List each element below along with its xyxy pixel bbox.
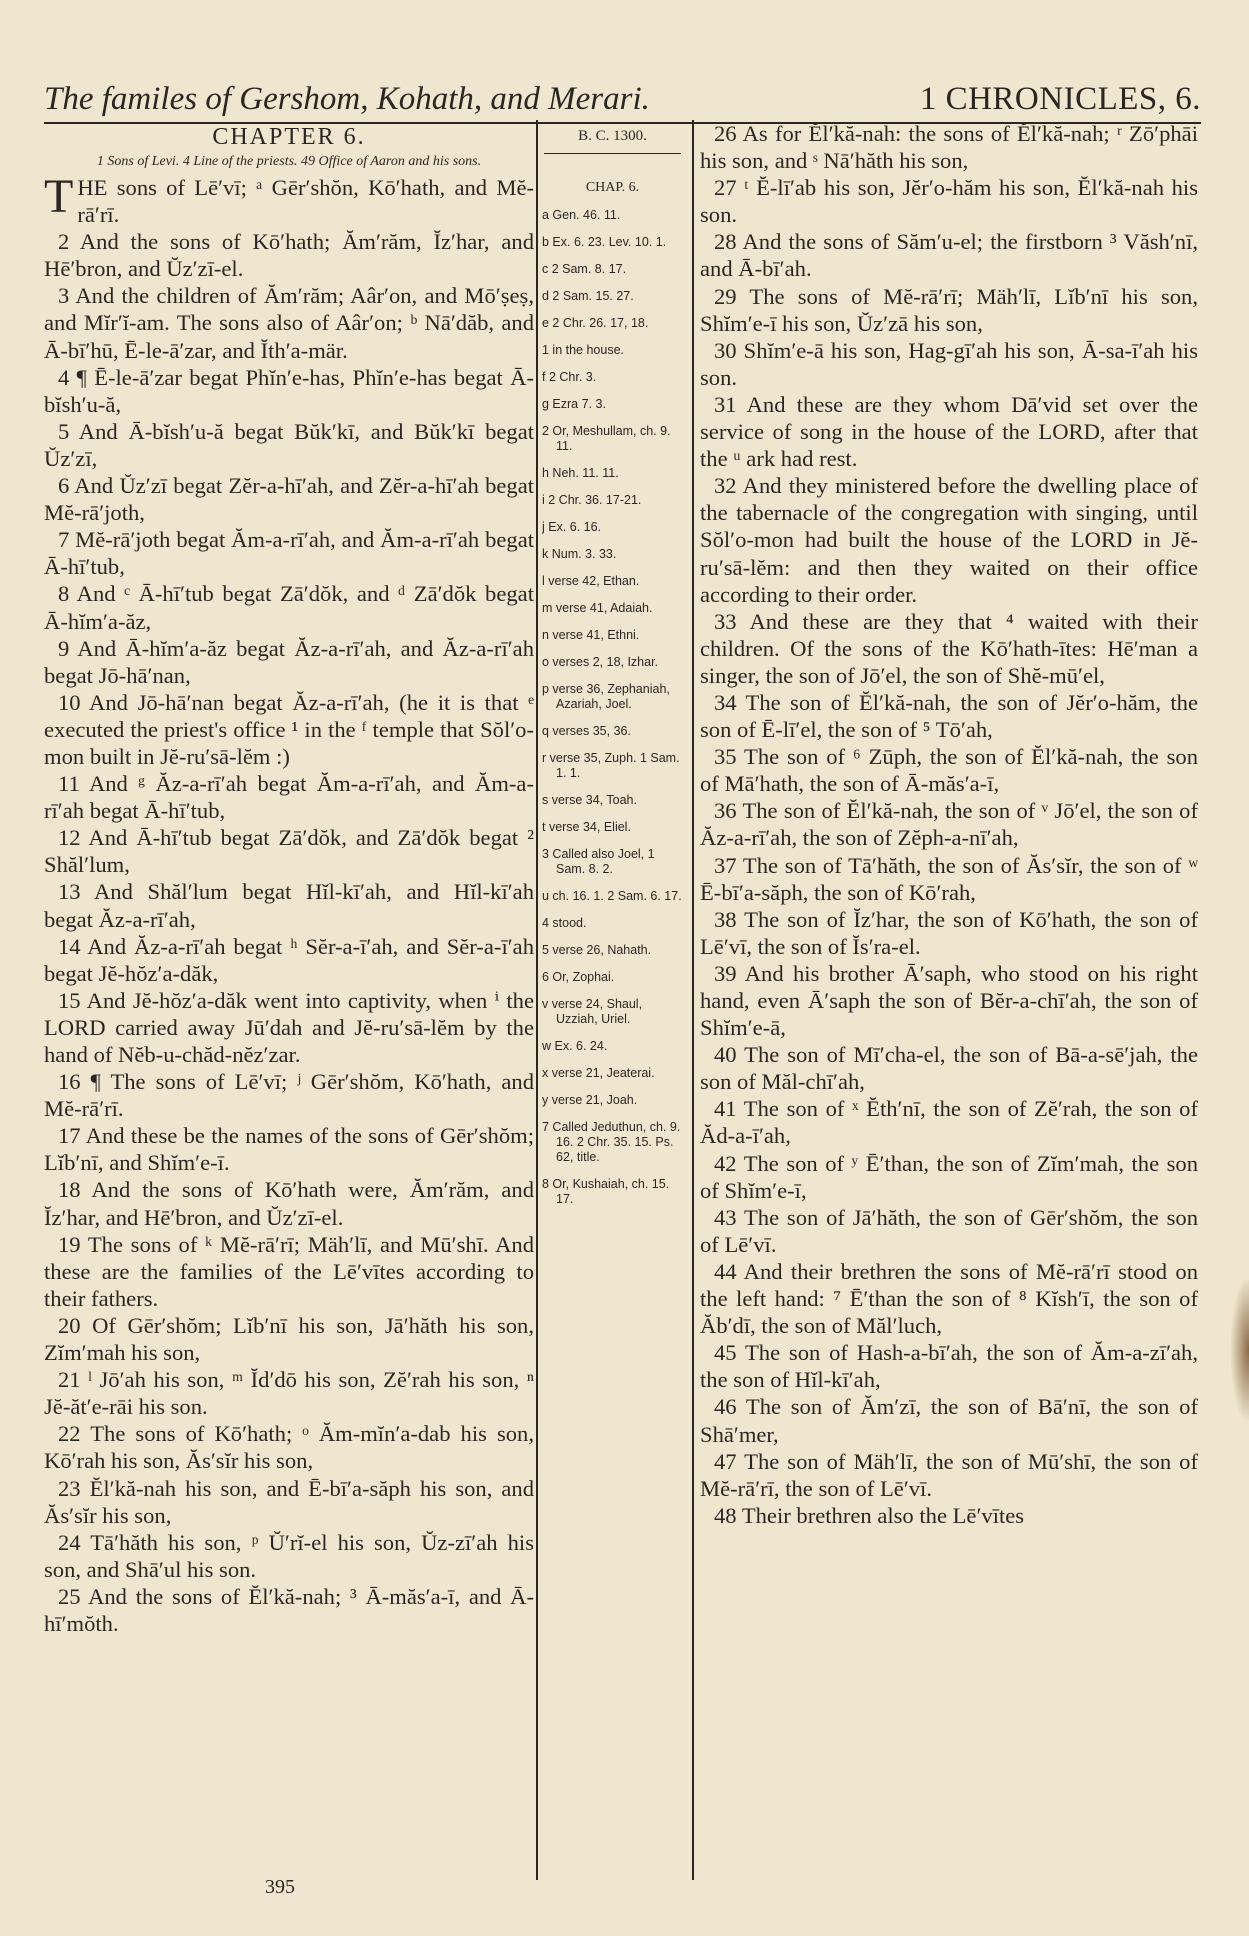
margin-note — [540, 916, 685, 931]
verse-text: 43 The son of Jā′hăth, the son of Gēr′shŏm, the son of Lē′vī. — [700, 1204, 1198, 1257]
verse-text: 31 And these are they whom Dā′vid set over the service of song in the house of the LORD, after that the ᵘ ark had rest. — [700, 391, 1198, 472]
margin-note-text: 8 Or, Kushaiah, ch. 15. 17. — [542, 1177, 670, 1206]
verse — [44, 1529, 534, 1583]
verse-text: 42 The son of ʸ Ē′than, the son of Zĭm′mah, the son of Shĭm′e-ī, — [700, 1150, 1198, 1203]
margin-note — [540, 820, 685, 835]
margin-note-text: u ch. 16. 1. 2 Sam. 6. 17. — [542, 889, 682, 903]
margin-note — [540, 847, 685, 877]
margin-note-text: n verse 41, Ethni. — [542, 628, 640, 642]
margin-note — [540, 235, 685, 250]
verse-text: 20 Of Gēr′shŏm; Lĭb′nī his son, Jā′hăth his son, Zĭm′mah his son, — [44, 1312, 534, 1366]
margin-note-text: g Ezra 7. 3. — [542, 397, 606, 411]
margin-note-text: b Ex. 6. 23. Lev. 10. 1. — [542, 235, 667, 249]
margin-note-text: 3 Called also Joel, 1 Sam. 8. 2. — [542, 847, 655, 876]
verse-text: 40 The son of Mī′cha-el, the son of Bā-a-sē′jah, the son of Măl-chī′ah, — [700, 1042, 1198, 1095]
verse-text: 2 And the sons of Kō′hath; Ăm′răm, Ĭz′har, and Hē′bron, and Ŭz′zī-el. — [44, 229, 534, 282]
chapter-summary: 1 Sons of Levi. 4 Line of the priests. 49 Office of Aaron and his sons. — [96, 154, 482, 169]
margin-note — [540, 889, 685, 904]
verse — [700, 743, 1198, 797]
margin-note-text: c 2 Sam. 8. 17. — [542, 262, 627, 276]
verse — [700, 120, 1198, 174]
margin-note-text: y verse 21, Joah. — [542, 1093, 638, 1107]
verse-text: 44 And their brethren the sons of Mĕ-rā′rī stood on the left hand: ⁷ Ē′than the son of ⁸ Kĭsh′ī, the son of Ăb′dī, the son of Măl′luch, — [700, 1258, 1198, 1339]
verse-text: 45 The son of Hash-a-bī′ah, the son of Ăm-a-zī′ah, the son of Hĭl-kī′ah, — [700, 1340, 1198, 1393]
verse-text: 4 ¶ Ē-le-ā′zar begat Phĭn′e-has, Phĭn′e-has begat Ā-bĭsh′u-ă, — [44, 364, 534, 417]
verse — [44, 1583, 534, 1637]
column-rule-left — [536, 120, 538, 1880]
verse-text: 16 ¶ The sons of Lē′vī; ʲ Gēr′shŏm, Kō′hath, and Mĕ-rā′rī. — [44, 1069, 534, 1122]
margin-note-list — [540, 208, 685, 1207]
margin-note-text: 6 Or, Zophai. — [542, 970, 615, 984]
verse — [700, 797, 1198, 851]
verse — [700, 906, 1198, 960]
verse-text: 9 And Ā-hĭm′a-ăz begat Ăz-a-rī′ah, and Ăz-a-rī′ah begat Jō-hā′nan, — [44, 635, 534, 688]
verse-text: 46 The son of Ăm′zī, the son of Bā′nī, the son of Shā′mer, — [700, 1394, 1198, 1447]
margin-references-column — [540, 120, 685, 1882]
verse — [44, 228, 534, 282]
verse — [700, 960, 1198, 1041]
margin-chapter-label: CHAP. 6. — [585, 180, 640, 195]
verse-text: 23 Ĕl′kă-nah his son, and Ē-bī′a-săph his son, and Ăs′sĭr his son, — [44, 1475, 534, 1528]
margin-note-text: 5 verse 26, Nahath. — [542, 943, 652, 957]
verse-text: 22 The sons of Kō′hath; ᵒ Ăm-mĭn′a-dab his son, Kō′rah his son, Ăs′sĭr his son, — [44, 1421, 534, 1474]
verse-text: 33 And these are they that ⁴ waited with their children. Of the sons of the Kō′hath-ītes: Hē′man a singer, the son of Jō′el, the son of Shĕ-mū′el, — [700, 608, 1198, 688]
verse — [44, 1122, 534, 1176]
verse-text: 47 The son of Mäh′lī, the son of Mū′shī, the son of Mĕ-rā′rī, the son of Lē′vī. — [700, 1448, 1198, 1501]
margin-note — [540, 1066, 685, 1081]
margin-note — [540, 289, 685, 304]
verse — [44, 472, 534, 526]
verse-text: 48 Their brethren also the Lē′vītes — [714, 1502, 1025, 1528]
verse — [700, 689, 1198, 743]
verse — [700, 1204, 1198, 1258]
verse — [700, 174, 1198, 228]
margin-note — [540, 970, 685, 985]
verse-text: 18 And the sons of Kō′hath were, Ăm′răm, and Ĭz′har, and Hē′bron, and Ŭz′zī-el. — [44, 1177, 534, 1230]
verse — [44, 987, 534, 1068]
margin-note — [540, 1177, 685, 1207]
verse — [44, 282, 534, 363]
verse — [44, 580, 534, 634]
verse — [700, 472, 1198, 607]
verse — [700, 608, 1198, 689]
margin-note — [540, 628, 685, 643]
verse-text: 7 Mĕ-rā′joth begat Ăm-a-rī′ah, and Ăm-a-rī′ah begat Ā-hī′tub, — [44, 527, 534, 580]
margin-note-text: e 2 Chr. 26. 17, 18. — [542, 316, 649, 330]
verse-text: 27 ᵗ Ĕ-lī′ab his son, Jĕr′o-hăm his son, Ĕl′kă-nah his son. — [700, 175, 1198, 228]
margin-note — [540, 547, 685, 562]
margin-note-text: 2 Or, Meshullam, ch. 9. 11. — [542, 424, 671, 453]
margin-note — [540, 370, 685, 385]
margin-note-text: j Ex. 6. 16. — [542, 520, 602, 534]
verse — [44, 526, 534, 580]
verse — [44, 1231, 534, 1312]
margin-note-text: w Ex. 6. 24. — [542, 1039, 608, 1053]
verse-text: 6 And Ŭz′zī begat Zĕr-a-hī′ah, and Zĕr-a-hī′ah begat Mĕ-rā′joth, — [44, 473, 534, 526]
chapter-heading: CHAPTER 6. — [212, 124, 366, 150]
margin-note — [540, 262, 685, 277]
margin-note-text: t verse 34, Eliel. — [542, 820, 631, 834]
margin-note-text: s verse 34, Toah. — [542, 793, 637, 807]
verse — [700, 1448, 1198, 1502]
margin-note-text: i 2 Chr. 36. 17-21. — [542, 493, 642, 507]
verse-text: 25 And the sons of Ĕl′kă-nah; ³ Ā-măs′a-ī, and Ā-hī′mŏth. — [44, 1583, 534, 1636]
margin-note — [540, 343, 685, 358]
verse-text: 35 The son of ⁶ Zūph, the son of Ĕl′kă-nah, the son of Mā′hath, the son of Ā-măs′a-ī, — [700, 744, 1198, 797]
verse-text: 29 The sons of Mĕ-rā′rī; Mäh′lī, Lĭb′nī his son, Shĭm′e-ī his son, Ŭz′zā his son, — [700, 283, 1198, 336]
page-edge-stain — [1231, 1280, 1249, 1420]
margin-note-text: l verse 42, Ethan. — [542, 574, 640, 588]
verse-text: 13 And Shăl′lum begat Hĭl-kī′ah, and Hĭl-kī′ah begat Ăz-a-rī′ah, — [44, 879, 534, 932]
margin-note-text: d 2 Sam. 15. 27. — [542, 289, 634, 303]
verse — [44, 1366, 534, 1420]
verse-text: 15 And Jĕ-hŏz′a-dăk went into captivity, when ⁱ the LORD carried away Jū′dah and Jĕ-ru′sā-lĕm by the hand of Nĕb-u-chăd-nĕz′zar. — [44, 987, 534, 1067]
margin-note — [540, 793, 685, 808]
margin-note — [540, 682, 685, 712]
margin-note — [540, 208, 685, 223]
right-verse-list — [700, 120, 1198, 1529]
verse — [44, 1312, 534, 1366]
verse-text: 32 And they ministered before the dwelling place of the tabernacle of the congregation with singing, until Sŏl′o-mon had built the house of the LORD in Jĕ-ru′sā-lĕm: and then they waited on their office according to their order. — [700, 473, 1198, 607]
margin-note — [540, 466, 685, 481]
margin-date: B. C. 1300. — [578, 128, 647, 144]
right-text-column — [700, 120, 1198, 1882]
verse — [700, 337, 1198, 391]
margin-note-text: f 2 Chr. 3. — [542, 370, 597, 384]
verse — [700, 391, 1198, 472]
verse-text: 39 And his brother Ā′saph, who stood on his right hand, even Ā′saph the son of Bĕr-a-chī′ah, the son of Shĭm′e-ā, — [700, 960, 1198, 1041]
verse-text: 10 And Jō-hā′nan begat Ăz-a-rī′ah, (he it is that ᵉ executed the priest's office ¹ in the ᶠ temple that Sŏl′o-mon built in Jĕ-ru′sā-lĕm :) — [44, 689, 534, 769]
verse-text: 28 And the sons of Săm′u-el; the firstborn ³ Văsh′nī, and Ā-bī′ah. — [700, 229, 1198, 282]
verse — [44, 1475, 534, 1529]
margin-note-text: m verse 41, Adaiah. — [542, 601, 653, 615]
margin-note-text: 4 stood. — [542, 916, 587, 930]
verse — [700, 1258, 1198, 1339]
column-rule-right — [692, 120, 694, 1880]
margin-note — [540, 520, 685, 535]
drop-cap: T — [44, 170, 74, 223]
margin-note — [540, 724, 685, 739]
running-header — [44, 68, 1201, 124]
margin-note — [540, 493, 685, 508]
margin-note — [540, 997, 685, 1027]
verse — [44, 364, 534, 418]
verse — [700, 228, 1198, 282]
verse — [44, 635, 534, 689]
verse — [44, 689, 534, 770]
verse — [700, 283, 1198, 337]
verse-text: 34 The son of Ĕl′kă-nah, the son of Jĕr′o-hăm, the son of Ē-lī′el, the son of ⁵ Tō′ah, — [700, 689, 1198, 743]
verse — [44, 933, 534, 987]
verse-text: HE sons of Lē′vī; ᵃ Gēr′shŏn, Kō′hath, and Mĕ-rā′rī. — [77, 175, 534, 228]
margin-note-text: p verse 36, Zephaniah, Azariah, Joel. — [542, 682, 670, 711]
verse-text: 17 And these be the names of the sons of Gēr′shŏm; Lĭb′nī, and Shĭm′e-ī. — [44, 1123, 534, 1176]
margin-note — [540, 397, 685, 412]
page-number: 395 — [265, 1876, 295, 1898]
verse-text: 41 The son of ˣ Ĕth′nī, the son of Zĕ′rah, the son of Ăd-a-ī′ah, — [700, 1096, 1198, 1149]
header-left-title: The familes of Gershom, Kohath, and Merari. — [44, 81, 650, 117]
margin-note-text: q verses 35, 36. — [542, 724, 631, 738]
margin-note — [540, 943, 685, 958]
verse-text: 8 And ᶜ Ā-hī′tub begat Zā′dŏk, and ᵈ Zā′dŏk begat Ā-hĭm′a-ăz, — [44, 581, 534, 634]
verse — [700, 1150, 1198, 1204]
verse-text: 11 And ᵍ Ăz-a-rī′ah begat Ăm-a-rī′ah, and Ăm-a-rī′ah begat Ā-hī′tub, — [44, 771, 534, 824]
verse-text: 12 And Ā-hī′tub begat Zā′dŏk, and Zā′dŏk begat ² Shăl′lum, — [44, 825, 534, 878]
margin-note-text: o verses 2, 18, Izhar. — [542, 655, 659, 669]
margin-note — [540, 601, 685, 616]
margin-note-text: 7 Called Jeduthun, ch. 9. 16. 2 Chr. 35. 15. Ps. 62, title. — [542, 1120, 681, 1164]
left-text-column — [44, 120, 534, 1882]
margin-rule — [544, 153, 681, 154]
verse — [44, 878, 534, 932]
verse — [44, 1420, 534, 1474]
verse-text: 5 And Ā-bĭsh′u-ă begat Bŭk′kī, and Bŭk′kī begat Ŭz′zī, — [44, 418, 534, 471]
verse-text: 36 The son of Ĕl′kă-nah, the son of ᵛ Jō′el, the son of Ăz-a-rī′ah, the son of Zĕph-a-nī′ah, — [700, 798, 1198, 851]
verse-text: 38 The son of Ĭz′har, the son of Kō′hath, the son of Lē′vī, the son of Ĭs′ra-el. — [700, 906, 1198, 959]
margin-note-text: x verse 21, Jeaterai. — [542, 1066, 655, 1080]
verse — [700, 1339, 1198, 1393]
margin-note — [540, 1039, 685, 1054]
verse — [44, 770, 534, 824]
verse — [44, 1176, 534, 1230]
margin-note-text: h Neh. 11. 11. — [542, 466, 619, 480]
margin-note — [540, 1093, 685, 1108]
margin-note — [540, 316, 685, 331]
verse-text: 24 Tā′hăth his son, ᵖ Ŭ′rĭ-el his son, Ŭz-zī′ah his son, and Shā′ul his son. — [44, 1529, 534, 1582]
verse-text: 26 As for Ĕl′kă-nah: the sons of Ĕl′kă-nah; ʳ Zō′phāi his son, and ˢ Nā′hăth his son, — [700, 121, 1198, 174]
verse — [700, 1095, 1198, 1149]
margin-note — [540, 751, 685, 781]
margin-note-text: a Gen. 46. 11. — [542, 208, 621, 222]
verse-text: 3 And the children of Ăm′răm; Aâr′on, and Mō′ṣeṣ, and Mĭr′ĭ-am. The sons also of Aâr′on; ᵇ Nā′dăb, and Ā-bī′hū, Ē-le-ā′zar, and Ĭth′a-mär. — [44, 283, 534, 363]
verse — [44, 170, 534, 228]
header-right-title: 1 CHRONICLES, 6. — [919, 81, 1201, 117]
verse-text: 37 The son of Tā′hăth, the son of Ăs′sĭr, the son of ʷ Ē-bī′a-săph, the son of Kō′rah, — [700, 852, 1198, 905]
margin-note — [540, 424, 685, 454]
verse — [44, 418, 534, 472]
verse-text: 14 And Ăz-a-rī′ah begat ʰ Sĕr-a-ī′ah, and Sĕr-a-ī′ah begat Jĕ-hŏz′a-dăk, — [44, 933, 534, 986]
left-verse-list — [44, 170, 534, 1637]
verse — [44, 824, 534, 878]
margin-note-text: k Num. 3. 33. — [542, 547, 617, 561]
margin-note — [540, 1120, 685, 1165]
verse-text: 19 The sons of ᵏ Mĕ-rā′rī; Mäh′lī, and Mū′shī. And these are the families of the Lē′vītes according to their fathers. — [44, 1231, 534, 1311]
verse-text: 30 Shĭm′e-ā his son, Hag-gī′ah his son, Ā-sa-ī′ah his son. — [700, 337, 1198, 390]
margin-note — [540, 574, 685, 589]
verse — [700, 1502, 1198, 1529]
verse — [44, 1068, 534, 1122]
margin-note — [540, 655, 685, 670]
margin-note-text: r verse 35, Zuph. 1 Sam. 1. 1. — [542, 751, 680, 780]
margin-note-text: v verse 24, Shaul, Uzziah, Uriel. — [542, 997, 643, 1026]
verse — [700, 852, 1198, 906]
verse-text: 21 ˡ Jō′ah his son, ᵐ Ĭd′dō his son, Zĕ′rah his son, ⁿ Jĕ-ăt′e-rāi his son. — [44, 1367, 534, 1420]
verse — [700, 1041, 1198, 1095]
margin-note-text: 1 in the house. — [542, 343, 625, 357]
verse — [700, 1393, 1198, 1447]
